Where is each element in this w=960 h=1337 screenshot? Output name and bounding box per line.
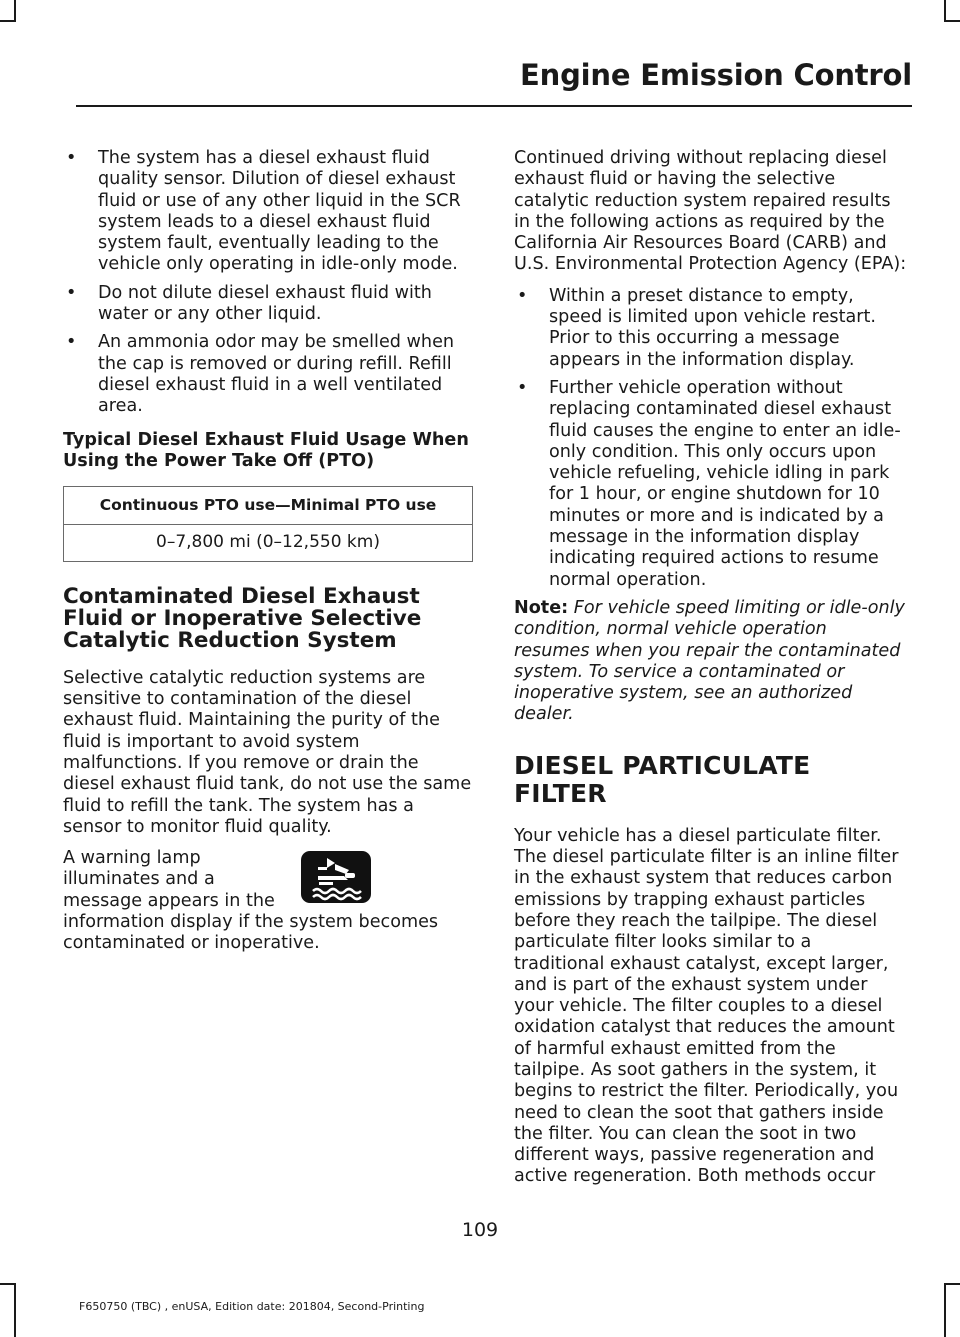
- note-label: Note:: [514, 597, 569, 618]
- crop-mark: [944, 1283, 946, 1337]
- warning-text: A warning lamp illuminates and a message appears in the information display if the system becomes contaminated or inoperative.: [63, 848, 439, 954]
- warning-block: [63, 848, 475, 954]
- contaminated-paragraph: Selective catalytic reduction systems are sensitive to contamination of the diesel exhaust fluid. Maintaining the purity of the fluid is important to avoid system malfunctions. If you remove or drain the diesel exhaust fluid tank, do not use the same fluid to refill the tank. The system has a sensor to monitor fluid quality.: [63, 667, 472, 837]
- crop-mark: [0, 20, 16, 22]
- list-item: • Further vehicle operation without replacing contaminated diesel exhaust fluid causes the engine to enter an idle-only condition. This only occurs upon vehicle refueling, vehicle idling in park for 1 hour, or engine shutdown for 10 minutes or more and is indicated by a message in the information display indicating required actions to resume normal operation.: [514, 378, 907, 591]
- note: [514, 598, 907, 726]
- fluid-notes-list: [63, 148, 475, 418]
- table-cell: 0–7,800 mi (0–12,550 km): [64, 525, 473, 561]
- crop-mark: [944, 0, 946, 22]
- crop-mark: [14, 1283, 16, 1337]
- right-column: [514, 148, 907, 1198]
- dpf-heading: DIESEL PARTICULATE FILTER: [514, 750, 811, 808]
- crop-mark: [944, 20, 960, 22]
- page-number: 109: [461, 1219, 499, 1241]
- crop-mark: [0, 1283, 16, 1285]
- crop-mark: [14, 0, 16, 22]
- actions-list: [514, 286, 907, 591]
- dpf-paragraph: Your vehicle has a diesel particulate filter. The diesel particulate filter is an inline filter in the exhaust system that reduces carbon emissions by trapping exhaust particles before they reach the tailpipe. The diesel particulate filter looks similar to a traditional exhaust catalyst, except larger, and is part of the exhaust system under your vehicle. The filter couples to a diesel oxidation catalyst that reduces the amount of harmful exhaust emitted from the tailpipe. As soot gathers in the system, it begins to restrict the filter. Periodically, you need to clean the soot that gathers inside the filter. You can clean the soot in two different ways, passive regeneration and active regeneration. Both methods occur: [514, 825, 899, 1187]
- diesel-exhaust-fluid-warning-icon: [301, 851, 371, 903]
- pto-usage-table: [63, 486, 473, 562]
- list-item: • Within a preset distance to empty, speed is limited upon vehicle restart. Prior to this occurring a message appears in the information display.: [514, 286, 907, 371]
- continued-driving-paragraph: Continued driving without replacing diesel exhaust fluid or having the selective catalytic reduction system repaired results in the following actions as required by the California Air Resources Board (CARB) and U.S. Environmental Protection Agency (EPA):: [514, 148, 907, 275]
- list-item: • Do not dilute diesel exhaust fluid with water or any other liquid.: [63, 283, 475, 326]
- list-item: • The system has a diesel exhaust fluid quality sensor. Dilution of diesel exhaust fluid or use of any other liquid in the SCR system leads to a diesel exhaust fluid system fault, eventually leading to the vehicle only operating in idle-only mode.: [63, 148, 475, 276]
- header-divider: [76, 105, 912, 107]
- pto-usage-heading: Typical Diesel Exhaust Fluid Usage When Using the Power Take Off (PTO): [63, 429, 469, 471]
- note-text: For vehicle speed limiting or idle-only condition, normal vehicle operation resumes when you repair the contaminated system. To service a contaminated or inoperative system, see an authorized dealer.: [514, 597, 905, 725]
- page-title: Engine Emission Control: [520, 58, 912, 92]
- left-column: [63, 148, 475, 965]
- crop-mark: [944, 1283, 960, 1285]
- list-item: • An ammonia odor may be smelled when the cap is removed or during refill. Refill diesel exhaust fluid in a well ventilated area.: [63, 332, 475, 417]
- edition-footer: F650750 (TBC) , enUSA, Edition date: 201804, Second-Printing: [79, 1300, 425, 1313]
- table-header: Continuous PTO use—Minimal PTO use: [64, 487, 473, 525]
- contaminated-heading: Contaminated Diesel Exhaust Fluid or Inoperative Selective Catalytic Reduction System: [63, 583, 422, 653]
